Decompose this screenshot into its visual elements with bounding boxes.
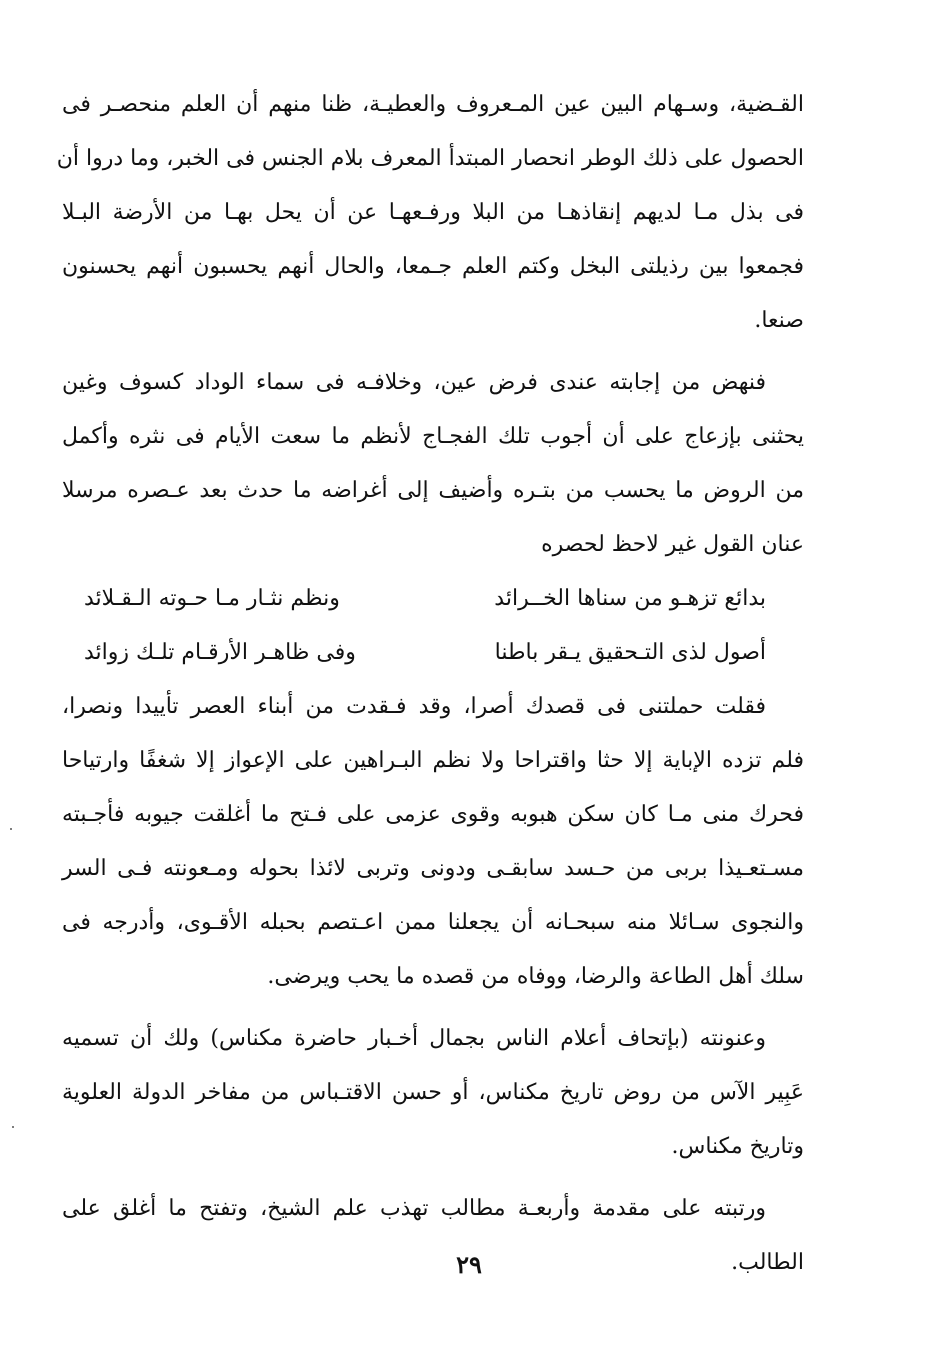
- verse: [62, 626, 804, 680]
- text-line: فنهض من إجابته عندى فرض عين، وخلافـه فى سماء الوداد كسوف وغين: [62, 370, 766, 395]
- text-line: الحصول على ذلك الوطر انحصار المبتدأ المعرف بلام الجنس فى الخبر، وما دروا أن: [56, 146, 804, 171]
- text-line: يحثنى بإزعاج على أن أجوب تلك الفجـاج لأنظم ما سعت الأيام فى نثره وأكمل: [62, 424, 804, 449]
- paragraph-2: [62, 356, 804, 572]
- scan-speck: [12, 1126, 14, 1128]
- poem: [62, 572, 804, 680]
- paragraph-1: [56, 78, 804, 348]
- text-line: وتاريخ مكناس.: [671, 1134, 804, 1159]
- text-line: فحرك منى مـا كان سكن هبوبه وقوى عزمى على فـتح ما أغلقت جيوبه فأجـبته: [62, 802, 804, 827]
- paragraph-4: [62, 1012, 804, 1174]
- text-line: فلم تزده الإباية إلا حثا واقتراحا ولا نظم البـراهين على الإعواز إلا شغفًا وارتياحا: [62, 748, 804, 773]
- text-line: وعنونته (بإتحاف أعلام الناس بجمال أخـبار حاضرة مكناس) ولك أن تسميه: [62, 1026, 766, 1051]
- text-line: فجمعوا بين رذيلتى البخل وكتم العلم جـمعا، والحال أنهم يحسبون أنهم يحسنون: [62, 254, 804, 279]
- text-line: مسـتعـيذا بربى من حـسد سابقـى ودونى وتربى لائذا بحوله ومـعونته فـى السر: [62, 856, 804, 881]
- verse-second-hemistich: وفى ظاهـر الأرقـام تلـك زوائد: [84, 640, 356, 665]
- text-line: القـضية، وسـهام البين عين المـعروف والعطيـة، ظنا منهم أن العلم منحصـر فى: [62, 92, 804, 117]
- text-line: عَبِير الآس من روض تاريخ مكناس، أو حسن الاقتـباس من مفاخر الدولة العلوية: [62, 1080, 804, 1105]
- paragraph-3: [62, 680, 804, 1004]
- page-body: [56, 78, 804, 1290]
- text-line: ورتبته على مقدمة وأربعـة مطالب تهذب علم الشيخ، وتفتح ما أغلق على: [62, 1196, 766, 1221]
- page-number: ٢٩: [456, 1250, 482, 1279]
- text-line: والنجوى سـائلا منه سبحـانه أن يجعلنا ممن اعـتصم بحبله الأقـوى، وأدرجه فى: [62, 910, 804, 935]
- scan-speck: [10, 828, 12, 830]
- text-line: من الروض ما يحسب من بتـره وأضيف إلى أغراضه ما حدث بعد عـصره مرسلا: [62, 478, 804, 503]
- text-line: عنان القول غير لاحظ لحصره: [541, 532, 804, 557]
- text-line: فى بذل مـا لديهم إنقاذهـا من البلا ورفـعهـا عن أن يحل بهـا من الأرضة البـلا: [62, 200, 804, 225]
- text-line: الطالب.: [731, 1250, 804, 1275]
- text-line: صنعا.: [754, 308, 804, 333]
- verse-first-hemistich: أصول لذى التـحقيق يـقر باطنا: [494, 640, 766, 665]
- text-line: فقلت حملتنى فى قصدك أصرا، وقد فـقدت من أبناء العصر تأييدا ونصرا،: [62, 694, 766, 719]
- verse-first-hemistich: بدائع تزهـو من سناها الخــرائد: [494, 586, 766, 611]
- verse: [62, 572, 804, 626]
- text-line: سلك أهل الطاعة والرضا، ووفاه من قصده ما يحب ويرضى.: [267, 964, 804, 989]
- verse-second-hemistich: ونظم نثـار مـا حـوته الـقـلائد: [84, 586, 340, 611]
